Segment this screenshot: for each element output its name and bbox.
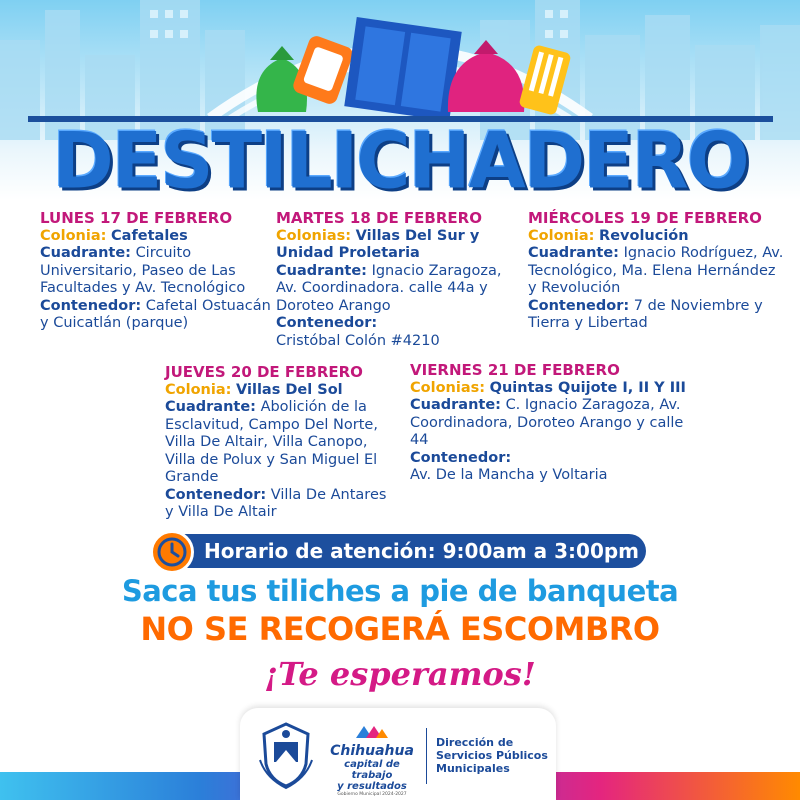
- hours-banner: Horario de atención: 9:00am a 3:00pm: [152, 534, 646, 568]
- contenedor-label: Contenedor:: [276, 315, 378, 331]
- day-date: LUNES 17 DE FEBRERO: [40, 209, 233, 227]
- day-date: JUEVES 20 DE FEBRERO: [165, 363, 363, 381]
- colonia-value: Cafetales: [111, 227, 188, 244]
- colonia-value: Villas Del Sol: [236, 381, 343, 398]
- chihuahua-logo: [326, 722, 418, 798]
- contenedor-label: Contenedor:: [165, 486, 267, 503]
- schedule-day-tuesday: [276, 210, 516, 350]
- contenedor-value: Av. De la Mancha y Voltaria: [410, 467, 608, 483]
- wardrobe-blue-icon: [344, 17, 461, 121]
- colonia-label: Colonias:: [276, 227, 352, 244]
- chihuahua-logo-icon: [352, 722, 392, 740]
- schedule-day-wednesday: [528, 210, 786, 333]
- footer-divider: [426, 728, 427, 784]
- cuadrante-label: Cuadrante:: [276, 262, 367, 279]
- cuadrante-label: Cuadrante:: [165, 399, 256, 415]
- department-name: Dirección de Servicios Públicos Municipales: [436, 736, 548, 775]
- cuadrante-value: Circuito Universitario, Paseo de Las Facultades y Av. Tecnológico: [40, 245, 246, 296]
- colonia-label: Colonia:: [165, 381, 232, 398]
- contenedor-label: Contenedor:: [410, 449, 512, 466]
- colonia-value: Quintas Quijote I, II Y III: [489, 379, 686, 396]
- day-date: MIÉRCOLES 19 DE FEBRERO: [528, 209, 762, 227]
- schedule-day-thursday: [165, 364, 395, 522]
- day-date: MARTES 18 DE FEBRERO: [276, 209, 482, 227]
- logo-line1: Chihuahua: [330, 743, 414, 759]
- colonia-value: Revolución: [599, 227, 689, 244]
- warning-text: NO SE RECOGERÁ ESCOMBRO: [140, 610, 660, 648]
- logo-line4: Gobierno Municipal 2024-2027: [337, 792, 407, 797]
- schedule-day-monday: [40, 210, 275, 333]
- contenedor-value: Cristóbal Colón #4210: [276, 332, 440, 349]
- cuadrante-value: C. Ignacio Zaragoza, Av. Coordinadora, Doroteo Arango y calle 44: [410, 397, 684, 448]
- colonia-label: Colonia:: [40, 227, 107, 244]
- cuadrante-value: Ignacio Zaragoza, Av. Coordinadora. calle 44a y Doroteo Arango: [276, 262, 502, 314]
- colonia-label: Colonia:: [528, 227, 595, 244]
- contenedor-value: 7 de Noviembre y Tierra y Libertad: [528, 297, 763, 331]
- colonia-label: Colonias:: [410, 379, 486, 396]
- closing-text: ¡Te esperamos!: [264, 655, 536, 693]
- contenedor-value: Villa De Antares y Villa De Altair: [165, 486, 387, 520]
- page-title: DESTILICHADERO: [52, 115, 748, 207]
- footer-logos: [240, 708, 556, 800]
- logo-line3: y resultados: [337, 781, 407, 792]
- clock-icon: [150, 530, 194, 574]
- schedule-day-friday: [410, 362, 700, 485]
- cuadrante-label: Cuadrante:: [528, 245, 619, 261]
- colonia-value: Villas Del Sur y Unidad Proletaria: [276, 227, 480, 261]
- contenedor-label: Contenedor:: [40, 297, 142, 314]
- cuadrante-label: Cuadrante:: [40, 245, 131, 261]
- cuadrante-value: Abolición de la Esclavitud, Campo Del Norte, Villa De Altair, Villa Canopo, Villa de Polux y San Miguel El Grande: [165, 399, 378, 485]
- cuadrante-value: Ignacio Rodríguez, Av. Tecnológico, Ma. Elena Hernández y Revolución: [528, 245, 784, 296]
- city-seal-icon: [256, 720, 316, 790]
- contenedor-label: Contenedor:: [528, 297, 630, 314]
- day-date: VIERNES 21 DE FEBRERO: [410, 361, 620, 379]
- cuadrante-label: Cuadrante:: [410, 397, 501, 413]
- instruction-text: Saca tus tiliches a pie de banqueta: [121, 574, 679, 608]
- contenedor-value: Cafetal Ostuacán y Cuicatlán (parque): [40, 297, 271, 331]
- logo-line2: capital de trabajo: [344, 759, 400, 781]
